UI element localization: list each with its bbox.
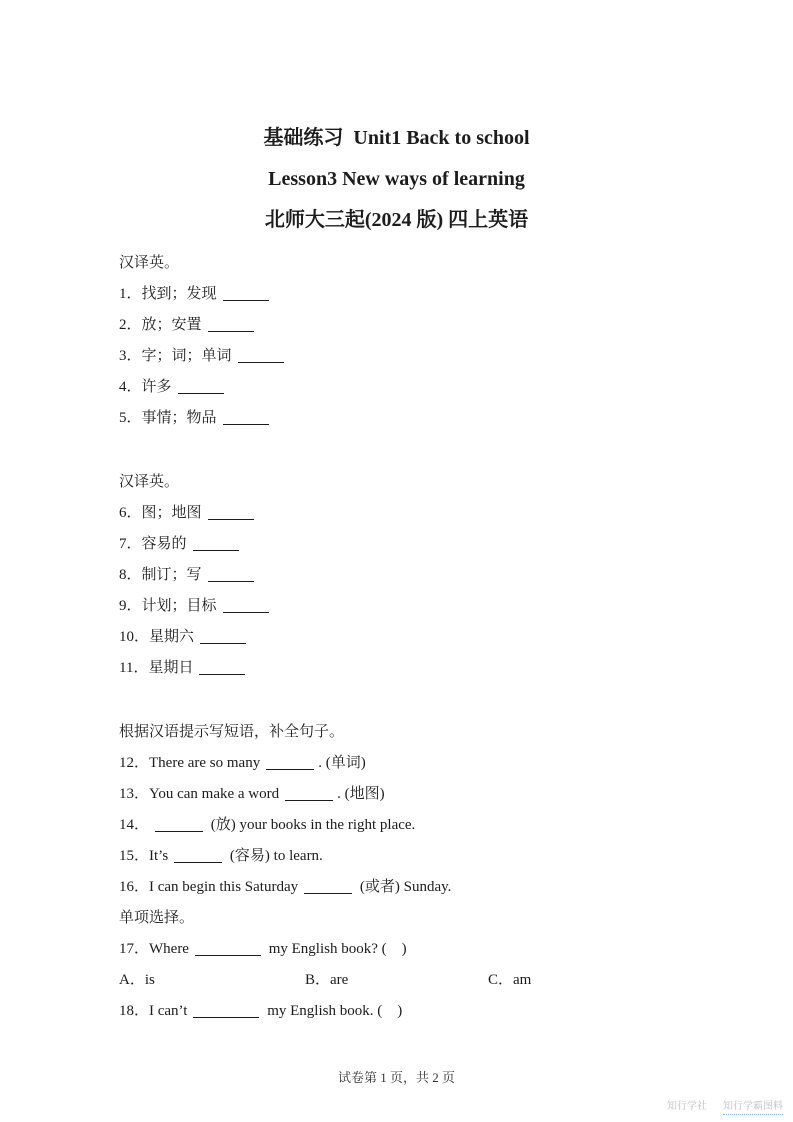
question-12-pre: 12．There are so many [119,755,261,771]
question-8 [119,560,743,591]
question-11-text: 11．星期日 [119,660,194,676]
answer-blank-8 [208,580,254,582]
question-5-text: 5．事情；物品 [119,410,217,426]
question-16 [119,872,743,903]
answer-blank-13 [285,799,333,801]
option-c: C．am [488,972,532,988]
option-a: A．is [119,972,155,988]
watermark-right: 知行学霸图料 [723,1101,783,1115]
question-13-post: . (地图) [337,786,385,802]
question-4-text: 4．许多 [119,379,172,395]
watermark-left: 知行学社 [667,1101,707,1112]
question-13 [119,779,743,810]
answer-blank-6 [208,518,254,520]
option-b: B．are [305,972,349,988]
question-5 [119,403,743,434]
section-3-header: 根据汉语提示写短语，补全句子。 [119,724,345,740]
paper-title-line-3: 北师大三起(2024 版) 四上英语 [264,209,529,231]
question-14-post: (放) your books in the right place. [207,817,416,833]
question-1 [119,279,743,310]
question-17-pre: 17．Where [119,941,189,957]
paper-body [119,248,743,1027]
question-6-text: 6．图；地图 [119,505,202,521]
question-18-pre: 18．I can’t [119,1003,188,1019]
question-17-post: my English book? ( ) [264,941,407,957]
watermark [667,1101,783,1115]
answer-blank-3 [238,361,284,363]
answer-blank-15 [174,861,222,863]
paper-title-line-1: 基础练习 Unit1 Back to school [263,127,530,149]
question-18-post: my English book. ( ) [263,1003,403,1019]
answer-blank-16 [304,892,352,894]
section-1-header: 汉译英。 [119,255,180,271]
question-14-pre: 14． [119,817,150,833]
answer-blank-11 [199,673,245,675]
answer-blank-4 [178,392,224,394]
question-2-text: 2．放；安置 [119,317,202,333]
answer-blank-10 [200,642,246,644]
answer-blank-2 [208,330,254,332]
answer-blank-1 [223,299,269,301]
question-10-text: 10．星期六 [119,629,195,645]
question-15 [119,841,743,872]
answer-blank-7 [193,549,239,551]
question-8-text: 8．制订；写 [119,567,202,583]
question-4 [119,372,743,403]
question-9-text: 9．计划；目标 [119,598,217,614]
question-7-text: 7．容易的 [119,536,187,552]
question-16-pre: 16．I can begin this Saturday [119,879,299,895]
answer-blank-12 [266,768,314,770]
question-2 [119,310,743,341]
question-17 [119,934,743,965]
title-block [0,118,793,241]
question-12 [119,748,743,779]
question-14 [119,810,743,841]
question-1-text: 1．找到；发现 [119,286,217,302]
question-10 [119,622,743,653]
section-divider [119,684,743,717]
answer-blank-9 [223,611,269,613]
answer-blank-5 [223,423,269,425]
answer-blank-18 [193,1016,259,1018]
question-3-text: 3．字；词；单词 [119,348,232,364]
question-18 [119,996,743,1027]
page-footer: 试卷第 1 页，共 2 页 [337,1070,455,1085]
question-11 [119,653,743,684]
question-15-post: (容易) to learn. [226,848,323,864]
question-17-options [119,965,743,996]
question-15-pre: 15．It’s [119,848,169,864]
answer-blank-14 [155,830,203,832]
question-12-post: . (单词) [318,755,366,771]
question-3 [119,341,743,372]
section-divider [119,434,743,467]
question-7 [119,529,743,560]
question-6 [119,498,743,529]
section-2-header: 汉译英。 [119,474,180,490]
section-4-header: 单项选择。 [119,910,195,926]
paper-title-line-2: Lesson3 New ways of learning [268,168,525,190]
question-16-post: (或者) Sunday. [356,879,452,895]
answer-blank-17 [195,954,261,956]
question-13-pre: 13．You can make a word [119,786,280,802]
question-9 [119,591,743,622]
